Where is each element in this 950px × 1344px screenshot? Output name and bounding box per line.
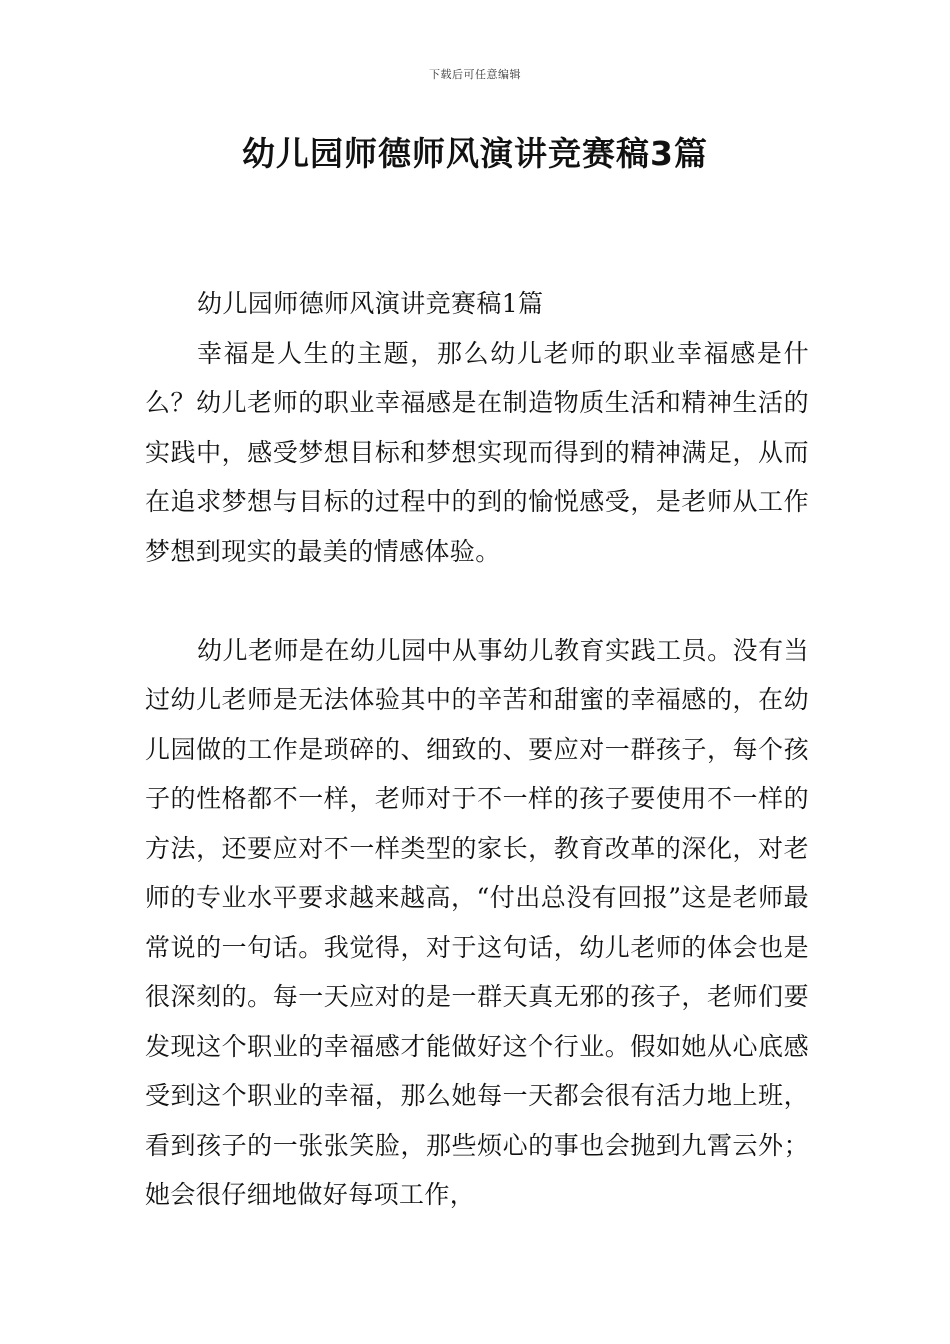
paragraph-spacer (145, 576, 809, 626)
section-heading: 幼儿园师德师风演讲竞赛稿1篇 (197, 289, 544, 318)
document-title: 幼儿园师德师风演讲竞赛稿3篇 (242, 134, 708, 173)
paragraph-2: 幼儿老师是在幼儿园中从事幼儿教育实践工员。没有当过幼儿老师是无法体验其中的辛苦和甜蜜的幸福感的，在幼儿园做的工作是琐碎的、细致的、要应对一群孩子，每个孩子的性格都不一样，老师对于不一样的孩子要使用不一样的方法，还要应对不一样类型的家长，教育改革的深化，对老师的专业水平要求越来越高，“付出总没有回报”这是老师最常说的一句话。我觉得，对于这句话，幼儿老师的体会也是很深刻的。每一天应对的是一群天真无邪的孩子，老师们要发现这个职业的幸福感才能做好这个行业。假如她从心底感受到这个职业的幸福，那么她每一天都会很有活力地上班，看到孩子的一张张笑脸，那些烦心的事也会抛到九霄云外；她会很仔细地做好每项工作， (145, 635, 809, 1209)
document-body (145, 279, 809, 1220)
header-note: 下载后可任意编辑 (429, 68, 521, 81)
paragraph-1: 幸福是人生的主题，那么幼儿老师的职业幸福感是什么？幼儿老师的职业幸福感是在制造物质生活和精神生活的实践中，感受梦想目标和梦想实现而得到的精神满足，从而在追求梦想与目标的过程中的到的愉悦感受，是老师从工作梦想到现实的最美的情感体验。 (145, 338, 809, 566)
